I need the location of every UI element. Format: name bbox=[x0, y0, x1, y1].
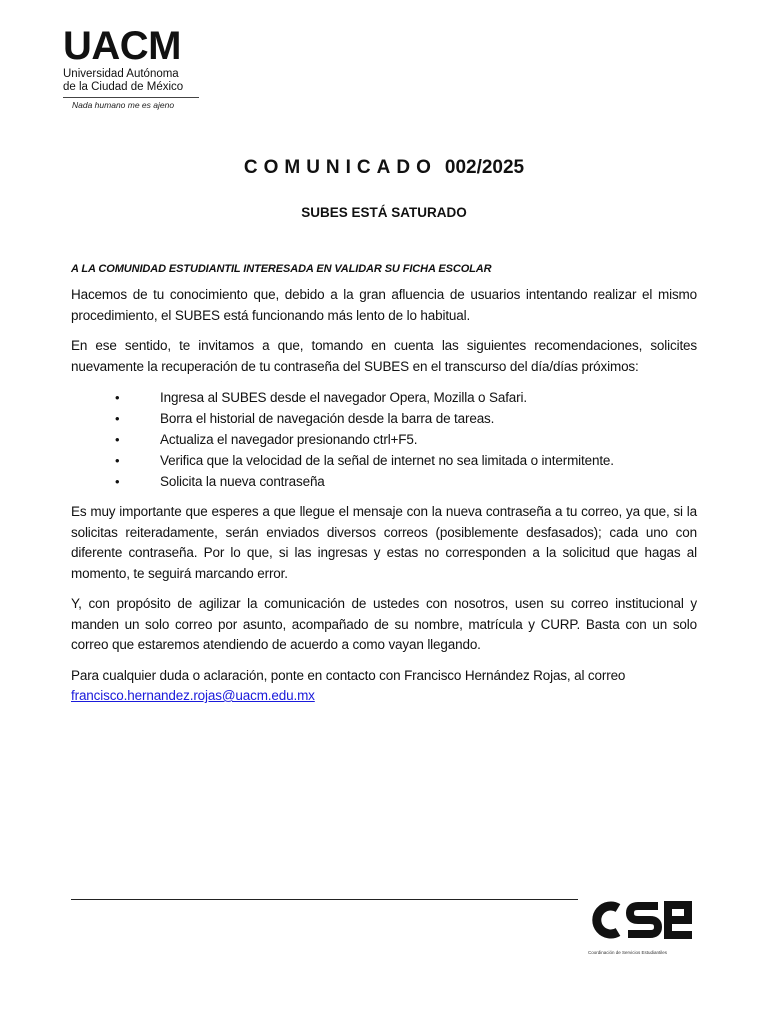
bullet-icon: • bbox=[115, 474, 120, 489]
uacm-logo-line-1: Universidad Autónoma bbox=[63, 68, 179, 80]
addressee-line: A LA COMUNIDAD ESTUDIANTIL INTERESADA EN VALIDAR SU FICHA ESCOLAR bbox=[71, 263, 492, 275]
list-item bbox=[115, 471, 697, 492]
paragraph-5-text: Para cualquier duda o aclaración, ponte en contacto con Francisco Hernández Rojas, al correo bbox=[71, 667, 626, 683]
paragraph-2: En ese sentido, te invitamos a que, tomando en cuenta las siguientes recomendaciones, solicites nuevamente la recuperación de tu contraseña del SUBES en el transcurso del día/días próximos: bbox=[71, 338, 697, 374]
bullet-icon: • bbox=[115, 390, 120, 405]
list-item-text: Ingresa al SUBES desde el navegador Opera, Mozilla o Safari. bbox=[160, 390, 527, 405]
cse-logo bbox=[584, 896, 700, 955]
uacm-logo-rule bbox=[63, 97, 199, 98]
bullet-icon: • bbox=[115, 432, 120, 447]
document-body bbox=[71, 263, 697, 717]
paragraph-1: Hacemos de tu conocimiento que, debido a la gran afluencia de usuarios intentando realizar el mismo procedimiento, el SUBES está funcionando más lento de lo habitual. bbox=[71, 287, 697, 323]
title-prefix: COMUNICADO bbox=[243, 157, 437, 178]
paragraph-3: Es muy importante que esperes a que llegue el mensaje con la nueva contraseña a tu correo, ya que, si la solicitas reiteradamente, serán enviados diversos correos (posiblemente desfasados); cada uno con diferente contraseña. Por lo que, si las ingresas y estas no corresponden a la solicitud que hagas al momento, te seguirá marcando error. bbox=[71, 504, 697, 581]
list-item-text: Solicita la nueva contraseña bbox=[160, 474, 325, 489]
document-title bbox=[0, 157, 768, 179]
document-subtitle: SUBES ESTÁ SATURADO bbox=[301, 205, 467, 220]
list-item bbox=[115, 429, 697, 450]
paragraph-5 bbox=[71, 666, 697, 707]
list-item-text: Borra el historial de navegación desde la barra de tareas. bbox=[160, 411, 495, 426]
paragraph-4: Y, con propósito de agilizar la comunicación de ustedes con nosotros, usen su correo institucional y manden un solo correo por asunto, acompañado de su nombre, matrícula y CURP. Basta con un solo correo que estaremos atendiendo de acuerdo a como vayan llegando. bbox=[71, 596, 697, 652]
uacm-logo-motto: Nada humano me es ajeno bbox=[72, 100, 175, 110]
list-item bbox=[115, 408, 697, 429]
list-item bbox=[115, 387, 697, 408]
uacm-logo-mark: UACM bbox=[63, 24, 181, 68]
uacm-logo bbox=[63, 24, 203, 110]
recommendations-list bbox=[71, 387, 697, 492]
list-item-text: Actualiza el navegador presionando ctrl+F5. bbox=[160, 432, 418, 447]
contact-email-link[interactable]: francisco.hernandez.rojas@uacm.edu.mx bbox=[71, 688, 315, 703]
bullet-icon: • bbox=[115, 453, 120, 468]
cse-logo-mark bbox=[584, 896, 696, 944]
uacm-logo-line-2: de la Ciudad de México bbox=[63, 81, 184, 93]
list-item bbox=[115, 450, 697, 471]
bullet-icon: • bbox=[115, 411, 120, 426]
title-number: 002/2025 bbox=[444, 157, 525, 178]
list-item-text: Verifica que la velocidad de la señal de internet no sea limitada o intermitente. bbox=[160, 453, 614, 468]
footer-rule bbox=[71, 899, 578, 900]
cse-logo-caption: Coordinación de Servicios Estudiantiles bbox=[588, 950, 668, 955]
